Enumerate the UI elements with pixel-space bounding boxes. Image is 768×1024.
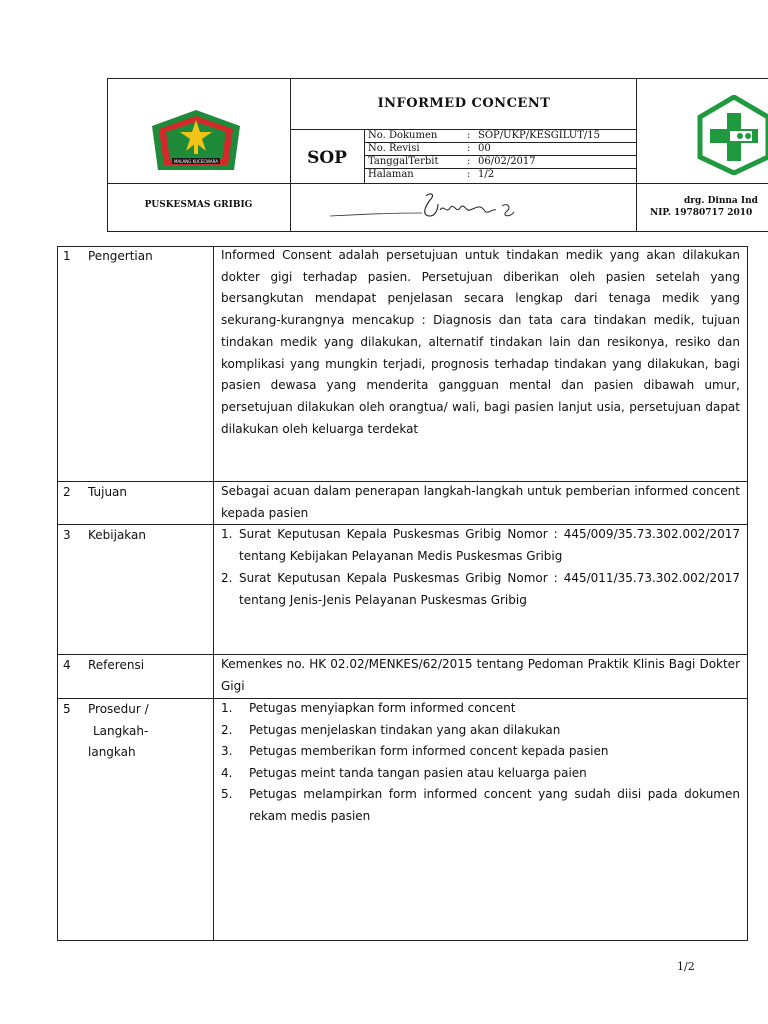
section-number: 5 bbox=[63, 702, 71, 716]
signer-block bbox=[650, 195, 768, 219]
list-marker: 3. bbox=[221, 744, 233, 758]
list-text: Petugas melampirkan form informed concent yang sudah diisi pada dokumen rekam medis pasien bbox=[249, 787, 740, 823]
procedure-list bbox=[221, 698, 740, 827]
list-text: Petugas menjelaskan tindakan yang akan dilakukan bbox=[249, 722, 561, 737]
list-item bbox=[221, 524, 740, 567]
section-label: Kebijakan bbox=[88, 528, 146, 542]
list-text: Petugas memberikan form informed concent kepada pasien bbox=[249, 744, 609, 758]
meta-colon: : bbox=[467, 143, 471, 154]
puskesmas-cross-logo bbox=[694, 95, 768, 175]
meta-key: Halaman bbox=[368, 169, 414, 180]
section-label: Tujuan bbox=[88, 485, 128, 499]
section-label-line: Langkah- bbox=[93, 724, 149, 738]
signer-name: drg. Dinna Ind bbox=[684, 196, 758, 206]
section-label-line: Prosedur / bbox=[88, 702, 149, 716]
signature bbox=[326, 186, 550, 226]
section-text: Sebagai acuan dalam penerapan langkah-langkah untuk pemberian informed concent kepada pasien bbox=[221, 484, 740, 520]
meta-key: No. Revisi bbox=[368, 143, 420, 154]
list-marker: 1. bbox=[221, 527, 233, 541]
section-number: 1 bbox=[63, 249, 71, 263]
organization-name: PUSKESMAS GRIBIG bbox=[144, 200, 253, 210]
document-title: INFORMED CONCENT bbox=[377, 96, 551, 111]
list-marker: 4. bbox=[221, 765, 233, 780]
meta-colon: : bbox=[467, 169, 471, 180]
meta-key: No. Dokumen bbox=[368, 130, 438, 141]
policy-list bbox=[221, 524, 740, 611]
meta-colon: : bbox=[467, 130, 471, 141]
list-item bbox=[221, 698, 740, 720]
section-number: 2 bbox=[63, 485, 71, 499]
list-item bbox=[221, 568, 740, 611]
list-marker: 2. bbox=[221, 722, 233, 737]
page-number: 1/2 bbox=[677, 960, 695, 973]
table-column-divider bbox=[213, 246, 214, 941]
list-item bbox=[221, 720, 740, 742]
section-text: Kemenkes no. HK 02.02/MENKES/62/2015 tentang Pedoman Praktik Klinis Bagi Dokter Gigi bbox=[221, 657, 740, 693]
section-number: 3 bbox=[63, 528, 71, 542]
sop-label: SOP bbox=[307, 148, 347, 168]
list-text: Petugas meint tanda tangan pasien atau keluarga paien bbox=[249, 765, 587, 780]
meta-colon: : bbox=[467, 156, 471, 167]
list-marker: 1. bbox=[221, 701, 233, 715]
section-label: Referensi bbox=[88, 658, 145, 672]
list-text: Petugas menyiapkan form informed concent bbox=[249, 701, 516, 715]
meta-value: 00 bbox=[478, 143, 491, 154]
list-item bbox=[221, 784, 740, 827]
meta-key: TanggalTerbit bbox=[368, 156, 439, 167]
list-marker: 2. bbox=[221, 571, 233, 585]
meta-value: SOP/UKP/KESGILUT/15 bbox=[478, 130, 600, 141]
list-marker: 5. bbox=[221, 787, 233, 801]
malang-city-logo bbox=[150, 108, 242, 178]
meta-value: 1/2 bbox=[478, 169, 495, 180]
logo-text: MALANG KUCECWARA bbox=[174, 159, 218, 164]
list-item bbox=[221, 763, 740, 785]
signer-nip: NIP. 19780717 2010 bbox=[650, 208, 753, 218]
list-text: Surat Keputusan Kepala Puskesmas Gribig Nomor : 445/011/35.73.302.002/2017 tentang Jenis-Jenis Pelayanan Puskesmas Gribig bbox=[239, 571, 740, 607]
list-item bbox=[221, 741, 740, 763]
section-label: Pengertian bbox=[88, 249, 153, 263]
section-label-line: langkah bbox=[88, 745, 136, 759]
section-number: 4 bbox=[63, 658, 71, 672]
section-text: Informed Consent adalah persetujuan untuk tindakan medik yang akan dilakukan dokter gigi terhadap pasien. Persetujuan diberikan oleh pasien setelah yang bersangkutan mendapat penjelasan secara lengkap dari tenaga medik yang sekurang-kurangnya mencakup : Diagnosis dan tata cara tindakan medik, tujuan tindakan medik yang dilakukan, alternatif tindakan lain dan resikonya, resiko dan komplikasi yang mungkin terjadi, prognosis terhadap tindakan yang dilakukan, bagi pasien dewasa yang menderita gangguan mental dan pasien dibawah umur, persetujuan dilakukan oleh orangtua/ wali, bagi pasien lanjut usia, persetujuan dapat dilakukan oleh keluarga terdekat bbox=[221, 248, 740, 436]
meta-value: 06/02/2017 bbox=[478, 156, 536, 167]
list-text: Surat Keputusan Kepala Puskesmas Gribig Nomor : 445/009/35.73.302.002/2017 tentang Kebijakan Pelayanan Medis Puskesmas Gribig bbox=[239, 527, 740, 563]
